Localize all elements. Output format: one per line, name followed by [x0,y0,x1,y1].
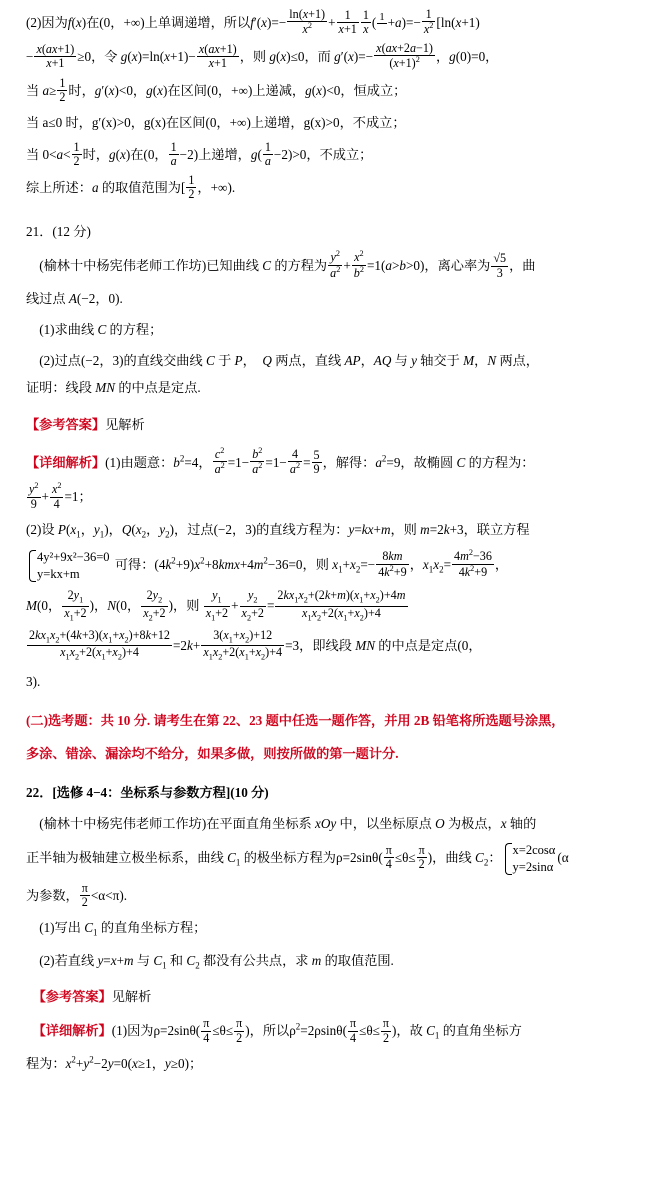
fraction-y1-x1: $\frac{y_1}{x_1+2}$ [205,588,229,622]
detailed-analysis-label-2: 【详细解析】 [32,1023,112,1039]
solution-text-prefix: (2)因为 [26,14,68,30]
question-21-score: (12 分) [52,224,91,240]
elective-section-line-2: 多涂、错涂、漏涂均不给分，如果多做，则按所做的第一题计分. [26,745,399,761]
fraction-one-over-x1: $\frac{1}{x+1}$ [338,8,357,37]
fraction-big-1: $\frac{2kx_1x_2+(2k+m)(x_1+x_2)+4m}{x_1x_2+2(x_1+x_2)+4}$ [277,588,406,622]
fraction-y2-x2: $\frac{y_2}{x_2+2}$ [241,588,264,622]
question-21-stem-line-1: (榆林十中杨宪伟老师工作坊)已知曲线 C 的方程为 $\frac{y^2}{a^2}$ + $\frac{x^2}{b^2}$ =1(a>b>0)，离心率为 $\frac{√5}{3}$ ，曲 [26,249,536,280]
system-row-2: y=kx+m [37,567,80,582]
system-row-1: 4y²+9x²−36=0 [37,550,110,565]
question-22-number: 22． [26,784,53,800]
elective-section-line-1: (二)选考题：共 10 分. 请考生在第 22、23 题中任选一题作答，并用 2B 铅笔将所选题号涂黑， [26,712,565,728]
fraction-half-3: $\frac{1}{2}$ [188,173,195,202]
fraction-pi-4-b: $\frac{\pi}{4}$ [203,1016,210,1045]
solution-line-1: (2)因为f(x)在(0，+∞)上单调递增，所以f′(x)=− $\frac{\ln(x+1)}{x^2}$ + $\frac{1}{x+1}$ $\frac{1}{x}$ ( 1 +a)=− $\frac{1}{x^2}$ [ln(x+1) [26,7,480,37]
fraction-half-2: $\frac{1}{2}$ [73,139,80,168]
fraction-pi-2: $\frac{\pi}{2}$ [418,843,425,872]
solution-line-5: 当 0<a< $\frac{1}{2}$ 时，g(x)在(0， $\frac{1}{a}$ −2)上递增，g( $\frac{1}{a}$ −2)>0，不成立； [26,139,373,168]
fraction-x2-b2: $\frac{x^2}{b^2}$ [353,249,364,280]
fraction-4-a2: $\frac{4}{a^2}$ [289,447,301,477]
fraction-x-ax1: $\frac{x(ax+1)}{x+1}$ [36,42,75,71]
fraction-1-x2: $\frac{1}{x^2}$ [423,7,434,37]
fraction-one-over-x: $\frac{1}{x}$ [362,8,369,37]
fraction-big-2: $\frac{2kx_1x_2+(4k+3)(x_1+x_2)+8k+12}{x_1x_2+2(x_1+x_2)+4}$ [29,627,170,662]
fraction-pi-2-c: $\frac{\pi}{2}$ [236,1016,243,1045]
question-21-answer-text: 见解析 [105,416,145,432]
fraction-gprime: $\frac{x(ax+2a-1)}{(x+1)^2}$ [376,41,433,71]
fraction-half-1: $\frac{1}{2}$ [59,75,66,104]
fraction-pi-2-b: $\frac{\pi}{2}$ [81,880,88,909]
question-21-analysis-line-7: 3). [26,673,41,689]
question-22-sub-1: (1)写出 $C_1$ 的直角坐标方程； [26,920,207,938]
question-22-title: [选修 4−4：坐标系与参数方程](10 分) [52,784,269,800]
fraction-c2-a2: $\frac{c^2}{a^2}$ [214,446,225,477]
fraction-2y1: $\frac{2y_1}{x_1+2}$ [64,588,87,622]
fraction-2y2: $\frac{2y_2}{x_2+2}$ [143,588,166,622]
fraction-1-a: $\frac{1}{a}$ [170,139,177,168]
fraction-x-ax1-b: $\frac{x(ax+1)}{x+1}$ [198,42,237,71]
fraction-big-3: $\frac{3(x_1+x_2)+12}{x_1x_2+2(x_1+x_2)+4}$ [203,627,283,662]
system-2-row-1: x=2cosα [512,842,556,857]
fraction-b2-a2: $\frac{b^2}{a^2}$ [252,446,263,477]
solution-line-3: 当 a≥ $\frac{1}{2}$ 时，g′(x)<0，g(x)在区间(0，+∞)上递减，g(x)<0，恒成立； [26,75,407,104]
question-22-header [26,780,635,805]
question-21-analysis-line-5: M(0， $\frac{2y_1}{x_1+2}$ )，N(0， $\frac{2y_2}{x_2+2}$ )，则 $\frac{y_1}{x_1+2}$ + $\frac{y_2}{x_2+2}$ = $\frac{2kx_1x_2+(2k+m)(x_1+x_2)+4m}{x_1x_2+2(x_1+x_2)+4}$ [26,588,406,622]
solution-line-2: − $\frac{x(ax+1)}{x+1}$ ≥0，令 g(x)=ln(x+1)− $\frac{x(ax+1)}{x+1}$ ，则 g(x)≤0，而 g′(x)=− $\frac{x(ax+2a-1)}{(x+1)^2}$ ，g(0)=0， [26,41,499,71]
question-21-sub-1: (1)求曲线 C 的方程； [26,321,163,337]
fraction-x2-4: $\frac{x^2}{4}$ [51,481,62,511]
system-2-row-2: y=2sinα [512,859,554,874]
question-22-answer-row [26,984,635,1009]
question-22-stem-line-1: (榆林十中杨宪伟老师工作坊)在平面直角坐标系 xOy 中，以坐标原点 O 为极点，x 轴的 [26,815,537,831]
solution-line-4: 当 a≤0 时，g′(x)>0，g(x)在区间(0，+∞)上递增，g(x)>0，不成立； [26,114,406,130]
question-22-stem-line-2: 正半轴为极轴建立极坐标系，曲线 $C_1$ 的极坐标方程为ρ=2sinθ( $\frac{\pi}{4}$ ≤θ≤ $\frac{\pi}{2}$ )，曲线 $C_2$： x=2cosα y=2sinα (α [26,842,569,874]
fraction-1-a-b: $\frac{1}{a}$ [264,139,271,168]
question-21-stem-line-2: 线过点 A(−2，0). [26,290,123,306]
fraction-sqrt5-3: $\frac{√5}{3}$ [493,251,507,280]
question-21-analysis-line-4: 4y²+9x²−36=0 y=kx+m 可得：$(4k^2+9)x^2+8kmx+4m^2-36=0$，则 $x_1+x_2=-$ $\frac{8km}{4k^2+9}$ ，$x_1x_2=$ $\frac{4m^2-36}{4k^2+9}$ ， [26,549,635,583]
question-21-header [26,219,635,244]
question-22-stem-line-3: 为参数， $\frac{\pi}{2}$ <α<π). [26,880,128,909]
question-21-sub-2: (2)过点(−2，3)的直线交曲线 C 于 P， Q 两点，直线 AP，AQ 与 y 轴交于 M，N 两点， [26,352,539,368]
solution-line-6: 综上所述：a 的取值范围为[ $\frac{1}{2}$ ，+∞). [26,173,236,202]
fraction-inline-1: 1 [379,11,385,23]
reference-answer-label-2: 【参考答案】 [32,989,112,1005]
question-22-answer-text: 见解析 [111,989,152,1005]
reference-answer-label: 【参考答案】 [26,416,106,432]
fraction-4m2-36: $\frac{4m^2-36}{4k^2+9}$ [454,548,492,579]
question-22-sub-2: (2)若直线 y=x+m 与 $C_1$ 和 $C_2$ 都没有公共点，求 m 的取值范围. [26,952,394,971]
equation-system-2 [504,842,556,876]
question-21-analysis-line-3: (2)设 $P(x_1$，$y_1$)，$Q(x_2$，$y_2$)，过点(−2，3)的直线方程为：y=kx+m，则 m=2k+3，联立方程 [26,521,530,540]
question-21-answer-row [26,412,635,437]
fraction-ln: $\frac{\ln(x+1)}{x^2}$ [289,7,326,37]
fraction-y2-a2: $\frac{y^2}{a^2}$ [330,249,341,280]
detailed-analysis-label: 【详细解析】 [26,454,106,470]
fraction-5-9: $\frac{5}{9}$ [313,448,320,477]
question-21-sub-2b: 证明：线段 MN 的中点是定点. [26,379,201,395]
question-21-analysis-line-1: 【详细解析】(1)由题意：$b^2=4$， $\frac{c^2}{a^2}$ =1− $\frac{b^2}{a^2}$ =1− $\frac{4}{a^2}$ = $\frac{5}{9}$ ，解得：$a^2=9$，故椭圆 C 的方程为： [26,446,535,477]
fraction-pi-4: $\frac{\pi}{4}$ [385,843,392,872]
fraction-8km: $\frac{8km}{4k^2+9}$ [378,549,407,579]
question-22-analysis-line-1: 【详细解析】(1)因为ρ=2sinθ( $\frac{\pi}{4}$ ≤θ≤ $\frac{\pi}{2}$ )，所以$\rho^2=2\rho\sin\theta$( $\frac{\pi}{4}$ ≤θ≤ $\frac{\pi}{2}$ )，故 $C_1$ 的直角坐标方 [32,1016,522,1045]
question-21-analysis-line-6: $\frac{2kx_1x_2+(4k+3)(x_1+x_2)+8k+12}{x_1x_2+2(x_1+x_2)+4}$ =2k+ $\frac{3(x_1+x_2)+12}{x_1x_2+2(x_1+x_2)+4}$ =3，即线段 MN 的中点是定点(0， [29,627,482,662]
question-21-analysis-line-2: $\frac{y^2}{9}$ + $\frac{x^2}{4}$ =1； [29,481,92,511]
fraction-pi-2-d: $\frac{\pi}{2}$ [382,1016,390,1045]
question-22-analysis-line-2: 程为：$x^2+y^2-2y=0(x\ge 1$，y≥0)； [26,1054,203,1071]
question-21-number: 21． [26,224,53,240]
fraction-pi-4-c: $\frac{\pi}{4}$ [349,1016,357,1045]
equation-system-1 [28,549,110,583]
fraction-y2-9: $\frac{y^2}{9}$ [29,481,39,511]
